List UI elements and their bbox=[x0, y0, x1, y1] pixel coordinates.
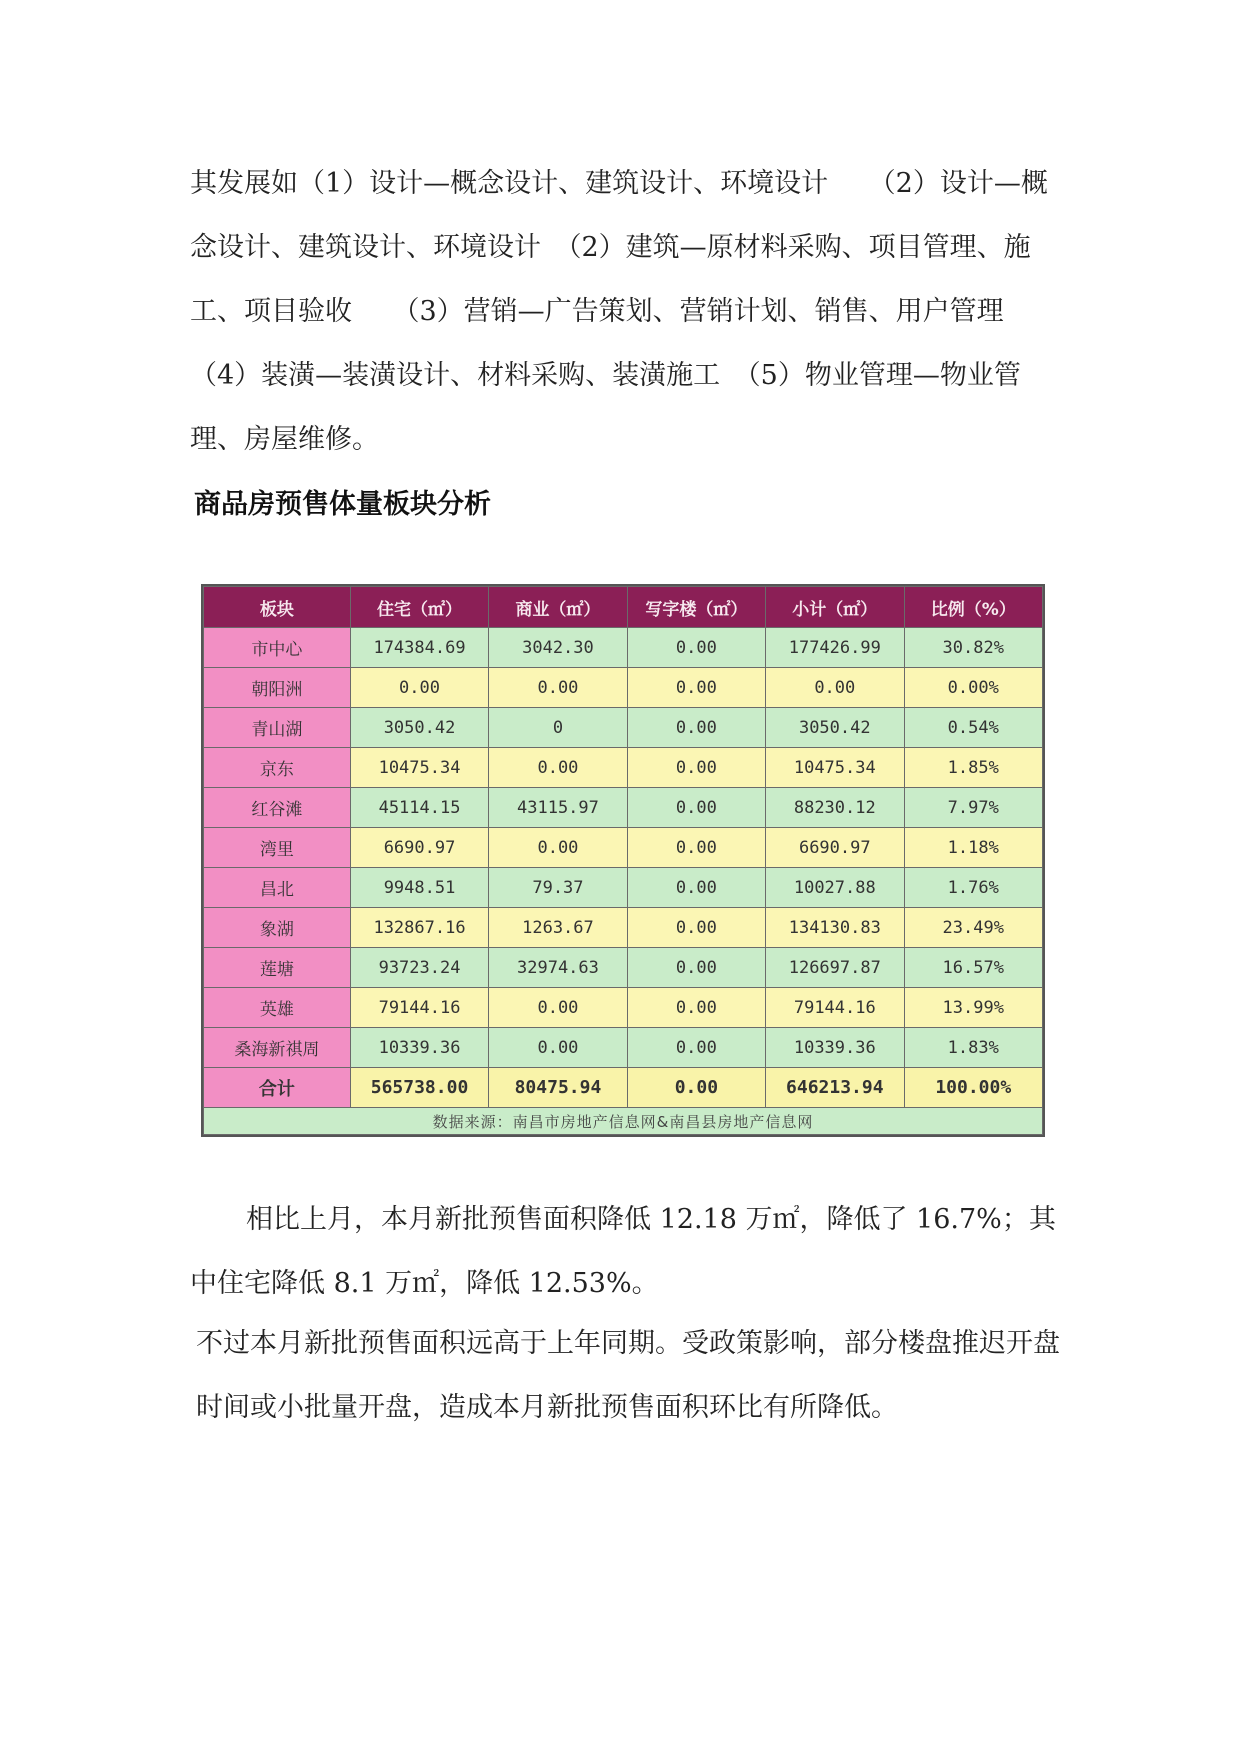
cell-residential: 0.00 bbox=[350, 668, 488, 708]
header-district: 板块 bbox=[204, 587, 351, 628]
cell-district: 湾里 bbox=[204, 828, 351, 868]
header-commercial: 商业（㎡） bbox=[489, 587, 627, 628]
table-row bbox=[204, 828, 1043, 868]
data-table bbox=[203, 586, 1043, 1135]
data-source-note: 数据来源：南昌市房地产信息网&南昌县房地产信息网 bbox=[204, 1108, 1043, 1135]
header-ratio: 比例（%） bbox=[904, 587, 1043, 628]
total-commercial: 80475.94 bbox=[489, 1068, 627, 1108]
total-residential: 565738.00 bbox=[350, 1068, 488, 1108]
cell-office: 0.00 bbox=[627, 748, 765, 788]
presale-area-table bbox=[201, 584, 1045, 1137]
cell-district: 红谷滩 bbox=[204, 788, 351, 828]
cell-commercial: 1263.67 bbox=[489, 908, 627, 948]
cell-ratio: 1.85% bbox=[904, 748, 1043, 788]
cell-district: 桑海新祺周 bbox=[204, 1028, 351, 1068]
cell-subtotal: 177426.99 bbox=[766, 628, 904, 668]
table-row bbox=[204, 748, 1043, 788]
table-row bbox=[204, 708, 1043, 748]
cell-district: 莲塘 bbox=[204, 948, 351, 988]
table-header-row bbox=[204, 587, 1043, 628]
cell-ratio: 16.57% bbox=[904, 948, 1043, 988]
cell-commercial: 0.00 bbox=[489, 1028, 627, 1068]
cell-district: 京东 bbox=[204, 748, 351, 788]
cell-ratio: 1.18% bbox=[904, 828, 1043, 868]
cell-office: 0.00 bbox=[627, 708, 765, 748]
total-label: 合计 bbox=[204, 1068, 351, 1108]
cell-subtotal: 10339.36 bbox=[766, 1028, 904, 1068]
cell-district: 昌北 bbox=[204, 868, 351, 908]
cell-office: 0.00 bbox=[627, 948, 765, 988]
cell-commercial: 79.37 bbox=[489, 868, 627, 908]
cell-ratio: 1.76% bbox=[904, 868, 1043, 908]
cell-residential: 9948.51 bbox=[350, 868, 488, 908]
cell-subtotal: 79144.16 bbox=[766, 988, 904, 1028]
cell-office: 0.00 bbox=[627, 1028, 765, 1068]
cell-commercial: 43115.97 bbox=[489, 788, 627, 828]
cell-residential: 79144.16 bbox=[350, 988, 488, 1028]
table-row bbox=[204, 988, 1043, 1028]
cell-commercial: 0.00 bbox=[489, 668, 627, 708]
cell-subtotal: 10027.88 bbox=[766, 868, 904, 908]
cell-ratio: 1.83% bbox=[904, 1028, 1043, 1068]
table-row bbox=[204, 1028, 1043, 1068]
cell-commercial: 0.00 bbox=[489, 748, 627, 788]
table-row bbox=[204, 668, 1043, 708]
cell-subtotal: 6690.97 bbox=[766, 828, 904, 868]
cell-subtotal: 88230.12 bbox=[766, 788, 904, 828]
table-row bbox=[204, 908, 1043, 948]
header-subtotal: 小计（㎡） bbox=[766, 587, 904, 628]
cell-office: 0.00 bbox=[627, 908, 765, 948]
policy-paragraph: 不过本月新批预售面积远高于上年同期。受政策影响，部分楼盘推迟开盘时间或小批量开盘，造成本月新批预售面积环比有所降低。 bbox=[196, 1328, 1060, 1423]
cell-residential: 45114.15 bbox=[350, 788, 488, 828]
section-heading: 商品房预售体量板块分析 bbox=[194, 489, 491, 520]
cell-district: 英雄 bbox=[204, 988, 351, 1028]
cell-commercial: 0.00 bbox=[489, 828, 627, 868]
cell-district: 朝阳洲 bbox=[204, 668, 351, 708]
cell-district: 青山湖 bbox=[204, 708, 351, 748]
header-office: 写字楼（㎡） bbox=[627, 587, 765, 628]
source-row bbox=[204, 1108, 1043, 1135]
cell-ratio: 30.82% bbox=[904, 628, 1043, 668]
cell-district: 市中心 bbox=[204, 628, 351, 668]
cell-office: 0.00 bbox=[627, 988, 765, 1028]
cell-subtotal: 10475.34 bbox=[766, 748, 904, 788]
total-office: 0.00 bbox=[627, 1068, 765, 1108]
table-row bbox=[204, 868, 1043, 908]
cell-office: 0.00 bbox=[627, 628, 765, 668]
cell-subtotal: 3050.42 bbox=[766, 708, 904, 748]
cell-commercial: 3042.30 bbox=[489, 628, 627, 668]
cell-subtotal: 0.00 bbox=[766, 668, 904, 708]
cell-ratio: 13.99% bbox=[904, 988, 1043, 1028]
cell-residential: 6690.97 bbox=[350, 828, 488, 868]
cell-office: 0.00 bbox=[627, 868, 765, 908]
total-row bbox=[204, 1068, 1043, 1108]
cell-ratio: 0.54% bbox=[904, 708, 1043, 748]
total-ratio: 100.00% bbox=[904, 1068, 1043, 1108]
cell-office: 0.00 bbox=[627, 788, 765, 828]
cell-office: 0.00 bbox=[627, 828, 765, 868]
table-row bbox=[204, 948, 1043, 988]
cell-commercial: 0 bbox=[489, 708, 627, 748]
total-subtotal: 646213.94 bbox=[766, 1068, 904, 1108]
cell-ratio: 23.49% bbox=[904, 908, 1043, 948]
cell-residential: 10475.34 bbox=[350, 748, 488, 788]
comparison-paragraph: 相比上月，本月新批预售面积降低 12.18 万㎡，降低了 16.7%；其中住宅降低 8.1 万㎡，降低 12.53%。 bbox=[190, 1204, 1056, 1299]
table-body bbox=[204, 628, 1043, 1068]
cell-commercial: 0.00 bbox=[489, 988, 627, 1028]
table-row bbox=[204, 628, 1043, 668]
cell-residential: 3050.42 bbox=[350, 708, 488, 748]
cell-residential: 93723.24 bbox=[350, 948, 488, 988]
cell-ratio: 0.00% bbox=[904, 668, 1043, 708]
intro-paragraph: 其发展如（1）设计—概念设计、建筑设计、环境设计 （2）设计—概念设计、建筑设计、环境设计 （2）建筑—原材料采购、项目管理、施工、项目验收 （3）营销—广告策划、营销计划、销售、用户管理 （4）装潢—装潢设计、材料采购、装潢施工 （5）物业管理—物业管理、房屋维修。 bbox=[190, 168, 1058, 455]
cell-residential: 132867.16 bbox=[350, 908, 488, 948]
cell-residential: 10339.36 bbox=[350, 1028, 488, 1068]
header-residential: 住宅（㎡） bbox=[350, 587, 488, 628]
cell-subtotal: 126697.87 bbox=[766, 948, 904, 988]
cell-ratio: 7.97% bbox=[904, 788, 1043, 828]
cell-residential: 174384.69 bbox=[350, 628, 488, 668]
cell-district: 象湖 bbox=[204, 908, 351, 948]
table-row bbox=[204, 788, 1043, 828]
cell-subtotal: 134130.83 bbox=[766, 908, 904, 948]
cell-commercial: 32974.63 bbox=[489, 948, 627, 988]
cell-office: 0.00 bbox=[627, 668, 765, 708]
